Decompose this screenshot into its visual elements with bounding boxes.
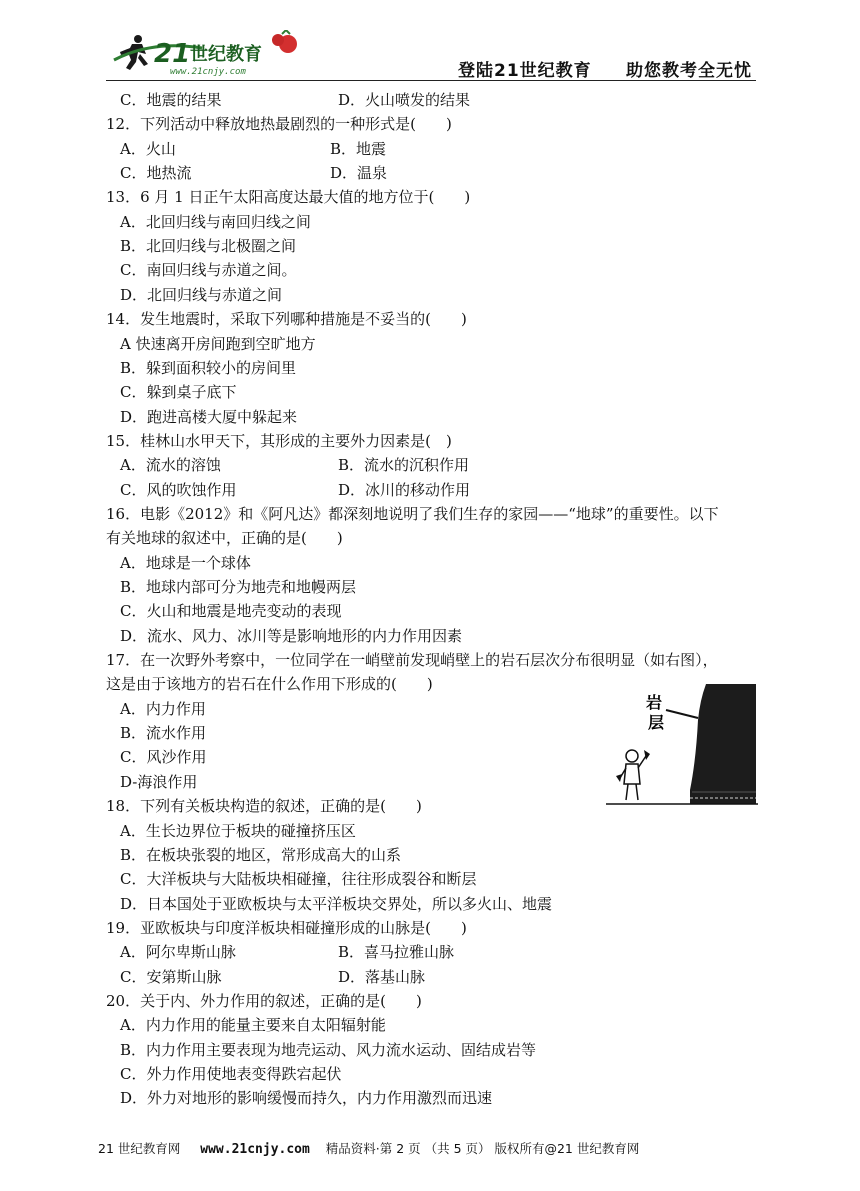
- footer-site-link[interactable]: www.21cnjy.com: [200, 1142, 310, 1157]
- answer-option[interactable]: B．流水作用: [120, 724, 207, 743]
- question-stem: 12．下列活动中释放地热最剧烈的一种形式是( ): [106, 115, 452, 134]
- question-stem: 13．6 月 1 日正午太阳高度达最大值的地方位于( ): [106, 188, 471, 207]
- question-stem: 20．关于内、外力作用的叙述，正确的是( ): [106, 991, 422, 1010]
- page-header: [0, 0, 860, 86]
- answer-option[interactable]: C．躲到桌子底下: [120, 383, 237, 402]
- svg-text:21: 21: [154, 39, 191, 69]
- answer-option[interactable]: B．在板块张裂的地区，常形成高大的山系: [120, 845, 402, 864]
- question-stem: 这是由于该地方的岩石在什么作用下形成的( ): [106, 675, 433, 694]
- figure-label-bottom: 层: [648, 713, 665, 732]
- answer-option[interactable]: D．北回归线与赤道之间: [120, 285, 283, 304]
- answer-option[interactable]: A．火山: [120, 139, 176, 158]
- answer-option[interactable]: B．躲到面积较小的房间里: [120, 358, 297, 377]
- answer-option[interactable]: D．温泉: [330, 164, 388, 183]
- question-stem: 17．在一次野外考察中，一位同学在一峭壁前发现峭壁上的岩石层次分布很明显（如右图），: [106, 651, 718, 670]
- answer-option[interactable]: B．地球内部可分为地壳和地幔两层: [120, 578, 357, 596]
- answer-option[interactable]: A 快速离开房间跑到空旷地方: [120, 334, 316, 353]
- answer-option[interactable]: A．内力作用的能量主要来自太阳辐射能: [120, 1016, 386, 1035]
- answer-option[interactable]: A．流水的溶蚀: [120, 456, 221, 475]
- answer-option[interactable]: D．跑进高楼大厦中躲起来: [120, 407, 298, 426]
- answer-option[interactable]: C．外力作用使地表变得跌宕起伏: [120, 1065, 342, 1083]
- site-logo[interactable]: [112, 30, 302, 80]
- answer-option[interactable]: B．北回归线与北极圈之间: [120, 237, 297, 256]
- answer-option[interactable]: A．阿尔卑斯山脉: [120, 943, 236, 962]
- answer-option[interactable]: C．地热流: [120, 164, 192, 183]
- answer-option[interactable]: A．地球是一个球体: [120, 553, 251, 572]
- answer-option[interactable]: A．北回归线与南回归线之间: [120, 212, 311, 231]
- answer-option[interactable]: C．大洋板块与大陆板块相碰撞，往往形成裂谷和断层: [120, 870, 477, 889]
- answer-option[interactable]: B．内力作用主要表现为地壳运动、风力流水运动、固结成岩等: [120, 1040, 537, 1059]
- svg-text:世纪教育: 世纪教育: [190, 44, 262, 65]
- answer-option[interactable]: A．内力作用: [120, 699, 206, 718]
- question-stem: 有关地球的叙述中，正确的是( ): [106, 529, 343, 548]
- header-slogan-motto: 助您教考全无忧: [626, 61, 752, 81]
- answer-option[interactable]: B．流水的沉积作用: [338, 456, 470, 475]
- question-stem: 16．电影《2012》和《阿凡达》都深刻地说明了我们生存的家园——“地球”的重要性。以下: [106, 504, 719, 523]
- answer-option[interactable]: C．火山和地震是地壳变动的表现: [120, 602, 342, 621]
- answer-option[interactable]: C．南回归线与赤道之间。: [120, 261, 297, 280]
- question-stem: 15．桂林山水甲天下，其形成的主要外力因素是( ): [106, 431, 452, 450]
- answer-option[interactable]: C．风的吹蚀作用: [120, 480, 237, 499]
- answer-option[interactable]: D．火山喷发的结果: [338, 91, 471, 109]
- question-stem: 14．发生地震时，采取下列哪种措施是不妥当的( ): [106, 310, 467, 329]
- answer-option[interactable]: D-海浪作用: [120, 772, 198, 791]
- answer-option[interactable]: B．地震: [330, 139, 387, 158]
- answer-option[interactable]: D．外力对地形的影响缓慢而持久，内力作用激烈而迅速: [120, 1089, 493, 1108]
- question-stem: 18．下列有关板块构造的叙述，正确的是( ): [106, 797, 422, 816]
- answer-option[interactable]: C．风沙作用: [120, 748, 207, 767]
- question-stem: 19．亚欧板块与印度洋板块相碰撞形成的山脉是( ): [106, 918, 467, 937]
- figure-label-top: 岩: [646, 693, 663, 712]
- answer-option[interactable]: C．地震的结果: [120, 91, 222, 109]
- answer-option[interactable]: A．生长边界位于板块的碰撞挤压区: [120, 821, 356, 840]
- footer-site-name: 21 世纪教育网: [98, 1141, 181, 1156]
- answer-option[interactable]: B．喜马拉雅山脉: [338, 943, 455, 962]
- header-divider: [106, 80, 756, 81]
- svg-text:www.21cnjy.com: www.21cnjy.com: [170, 67, 246, 77]
- answer-option[interactable]: D．落基山脉: [338, 967, 426, 986]
- answer-option[interactable]: C．安第斯山脉: [120, 967, 222, 986]
- page-footer: [98, 1139, 639, 1157]
- header-slogan-login: 登陆21世纪教育: [458, 61, 592, 81]
- answer-option[interactable]: D．冰川的移动作用: [338, 480, 471, 499]
- answer-option[interactable]: D．流水、风力、冰川等是影响地形的内力作用因素: [120, 626, 463, 645]
- answer-option[interactable]: D．日本国处于亚欧板块与太平洋板块交界处，所以多火山、地震: [120, 894, 553, 913]
- footer-page-info: 精品资料·第 2 页 （共 5 页） 版权所有@21 世纪教育网: [325, 1141, 640, 1156]
- rock-layer-figure: [606, 680, 758, 808]
